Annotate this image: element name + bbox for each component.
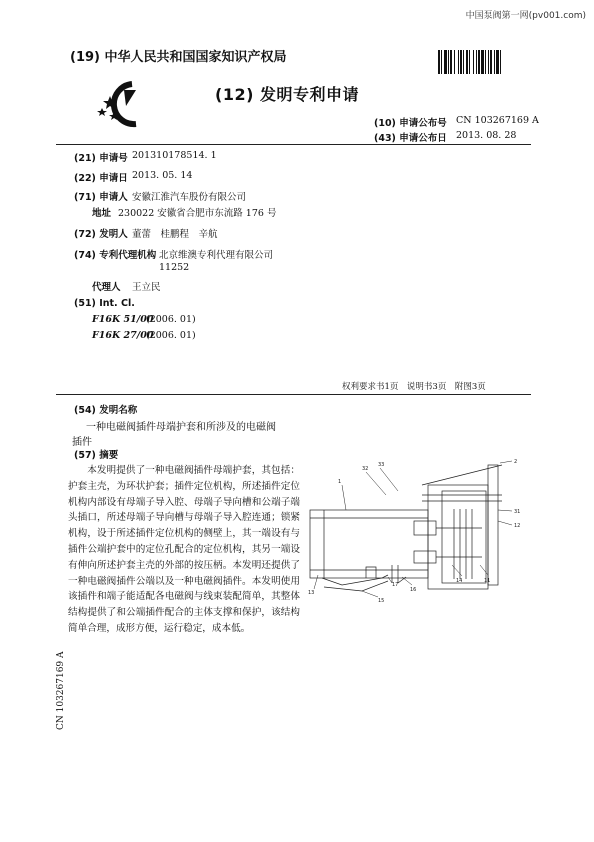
agent-value: 王立民 xyxy=(132,282,161,293)
application-number-label: (21) 申请号 xyxy=(74,153,128,164)
agent-label: 代理人 xyxy=(92,282,121,293)
application-date-value: 2013. 05. 14 xyxy=(132,170,193,181)
address-value: 230022 安徽省合肥市东流路 176 号 xyxy=(118,208,277,219)
publication-date-value: 2013. 08. 28 xyxy=(456,130,517,141)
fig-label-31: 31 xyxy=(514,509,521,515)
fig-label-15: 15 xyxy=(378,598,385,604)
application-number-value: 201310178514. 1 xyxy=(132,150,217,161)
ipc-year-2: (2006. 01) xyxy=(146,330,196,341)
application-date-label: (22) 申请日 xyxy=(74,173,128,184)
invention-title-line-2: 插件 xyxy=(72,437,92,448)
barcode-image xyxy=(438,50,526,74)
inventors-value: 董蕾 桂鹏程 辛航 xyxy=(132,229,218,240)
document-title: (12) 发明专利申请 xyxy=(215,85,359,104)
fig-label-14: 14 xyxy=(456,578,463,584)
address-label: 地址 xyxy=(92,208,112,219)
fig-label-17: 17 xyxy=(392,582,399,588)
agency-label: (74) 专利代理机构 xyxy=(74,250,157,261)
ipc-year-1: (2006. 01) xyxy=(146,314,196,325)
ipc-label: (51) Int. Cl. xyxy=(74,298,135,309)
abstract-label: (57) 摘要 xyxy=(74,450,119,461)
invention-title-line-1: 一种电磁阀插件母端护套和所涉及的电磁阀 xyxy=(86,422,276,433)
applicant-label: (71) 申请人 xyxy=(74,192,128,203)
fig-label-33: 33 xyxy=(378,462,385,468)
agency-code: 11252 xyxy=(159,262,190,273)
cnipa-emblem-logo xyxy=(96,80,154,128)
watermark-text: 中国泵阀第一网(pv001.com) xyxy=(465,11,586,21)
fig-label-32: 32 xyxy=(362,466,369,472)
side-publication-number: CN 103267169 A xyxy=(56,651,66,730)
fig-label-12: 12 xyxy=(514,523,521,529)
publication-number-label: (10) 申请公布号 xyxy=(374,118,447,129)
applicant-value: 安徽江淮汽车股份有限公司 xyxy=(132,192,247,203)
issuer-title: (19) 中华人民共和国国家知识产权局 xyxy=(70,50,287,65)
fig-label-2: 2 xyxy=(514,459,518,465)
invention-title-label: (54) 发明名称 xyxy=(74,405,138,416)
publication-number-value: CN 103267169 A xyxy=(456,115,539,126)
inventors-label: (72) 发明人 xyxy=(74,229,128,240)
middle-divider xyxy=(56,394,531,395)
fig-label-11: 11 xyxy=(484,578,491,584)
connector-figure xyxy=(302,455,532,615)
fig-label-13: 13 xyxy=(308,590,315,596)
agency-value: 北京维澳专利代理有限公司 xyxy=(159,250,274,261)
fig-label-1: 1 xyxy=(338,479,342,485)
page-counts: 权利要求书1页 说明书3页 附图3页 xyxy=(342,382,486,392)
ipc-code-1: F16K 51/00 xyxy=(92,314,154,325)
abstract-text: 本发明提供了一种电磁阀插件母端护套，其包括：护套主壳，为环状护套；插件定位机构，所述插件定位机构内部设有母端子导入腔、母端子导向槽和公端子端头插口，所述母端子导向槽与母端子导入腔连通；锁紧机构，设于所述插件定位机构的侧壁上，其一端设有与插件公端护套中的定位孔配合的定位机构，其另一端设有伸向所述护套主壳的外部的按压柄。本发明还提供了一种电磁阀插件公端以及一种电磁阀插件。本发明使用该插件和端子能适配各电磁阀与线束装配简单，其整体结构提供了和公端插件配合的主体支撑和保护，该结构简单合理，成形方便，运行稳定，成本低。 xyxy=(68,465,300,634)
ipc-code-2: F16K 27/00 xyxy=(92,330,154,341)
top-divider xyxy=(56,144,531,145)
publication-date-label: (43) 申请公布日 xyxy=(374,133,447,144)
fig-label-16: 16 xyxy=(410,587,417,593)
